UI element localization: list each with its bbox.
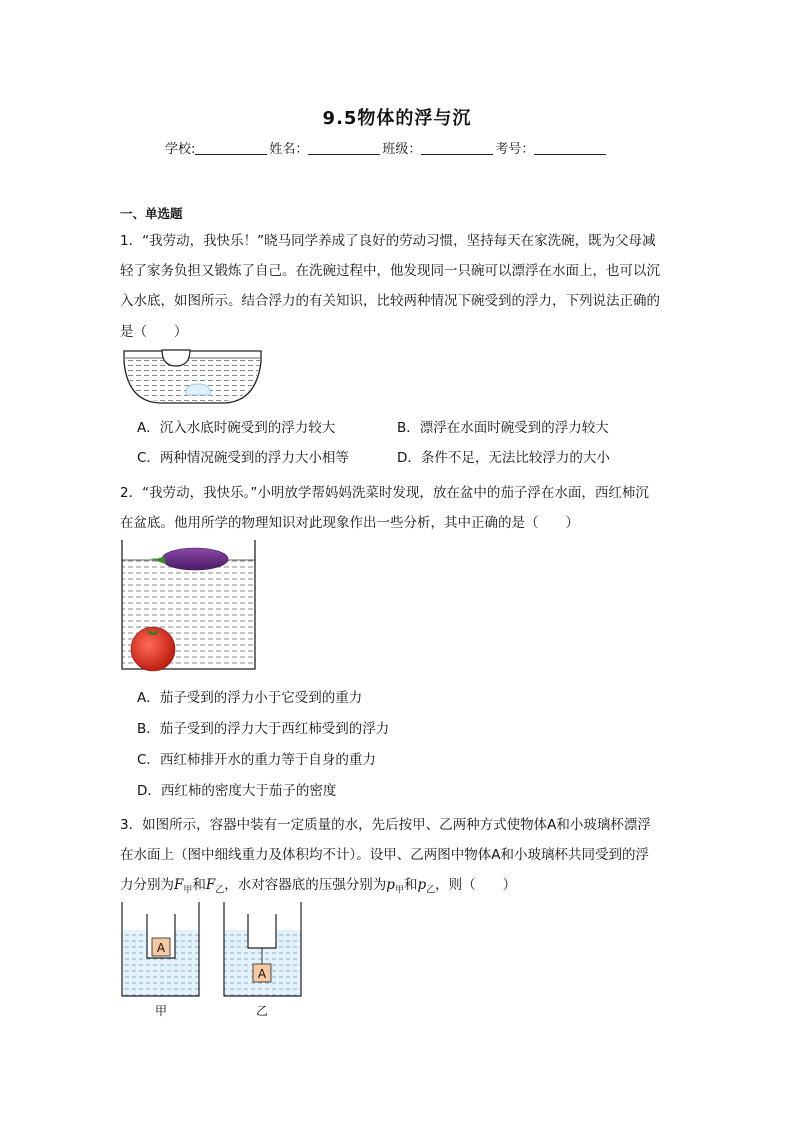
number-label: 考号： (495, 142, 535, 157)
q2-option-c[interactable]: C．西红柿排开水的重力等于自身的重力 (137, 752, 376, 768)
q1-line-4: 是（ ） (120, 324, 188, 340)
q3-f-yi: F (205, 877, 216, 893)
q2-line-1: 2．“我劳动，我快乐。”小明放学帮妈妈洗菜时发现，放在盆中的茄子浮在水面，西红柿沉 (120, 485, 649, 501)
q3-and-1: 和 (192, 877, 206, 893)
q3-f-jia-sub: 甲 (183, 885, 193, 896)
q2-option-d[interactable]: D．西红柿的密度大于茄子的密度 (137, 783, 337, 799)
class-blank[interactable] (421, 141, 493, 155)
q2-option-a[interactable]: A．茄子受到的浮力小于它受到的重力 (137, 690, 363, 706)
number-blank[interactable] (534, 141, 606, 155)
q3-f-yi-sub: 乙 (215, 885, 225, 896)
q3-caption-jia: 甲 (154, 1004, 168, 1018)
school-label: 学校: (165, 142, 196, 157)
q3-line-3 (120, 873, 516, 896)
q1-option-d[interactable]: D．条件不足，无法比较浮力的大小 (397, 450, 610, 466)
q3-line-2: 在水面上（图中细线重力及体积均不计）。设甲、乙两图中物体A和小玻璃杯共同受到的浮 (120, 847, 649, 863)
q3-line-3-start: 力分别为 (120, 877, 174, 893)
page-title: 9.5物体的浮与沉 (322, 108, 472, 129)
q3-p-yi-sub: 乙 (426, 885, 436, 896)
q3-containers-figure (118, 902, 308, 1022)
q3-p-jia: p (386, 877, 395, 893)
q2-basin-figure (120, 540, 258, 672)
q3-p-jia-sub: 甲 (394, 885, 404, 896)
name-label: 姓名： (269, 142, 309, 157)
q3-and-2: 和 (403, 877, 418, 893)
q1-option-a[interactable]: A．沉入水底时碗受到的浮力较大 (137, 420, 336, 436)
q1-line-2: 轻了家务负担又锻炼了自己。在洗碗过程中，他发现同一只碗可以漂浮在水面上，也可以沉 (120, 263, 660, 279)
q1-line-1: 1．“我劳动，我快乐！”晓马同学养成了良好的劳动习惯，坚持每天在家洗碗，既为父母减 (120, 233, 656, 249)
q2-option-b[interactable]: B．茄子受到的浮力大于西红柿受到的浮力 (137, 721, 390, 737)
student-info-line (165, 138, 608, 157)
q3-block-a-yi-label: A (257, 967, 267, 981)
q3-caption-yi: 乙 (255, 1004, 269, 1018)
q3-line-1: 3．如图所示，容器中装有一定质量的水，先后按甲、乙两种方式使物体A和小玻璃杯漂浮 (120, 817, 651, 833)
name-blank[interactable] (308, 141, 380, 155)
section-heading: 一、单选题 (120, 206, 183, 221)
q3-p-yi: p (417, 877, 427, 893)
q3-line-3-end: ，则（ ） (435, 877, 517, 893)
q3-block-a-jia-label: A (156, 941, 166, 955)
school-blank[interactable] (195, 141, 267, 155)
q1-option-b[interactable]: B．漂浮在水面时碗受到的浮力较大 (397, 420, 609, 436)
class-label: 班级： (382, 142, 422, 157)
q3-f-jia: F (174, 877, 184, 893)
q1-bowl-figure (120, 348, 265, 406)
q1-option-c[interactable]: C．两种情况碗受到的浮力大小相等 (137, 450, 349, 466)
q1-line-3: 入水底，如图所示。结合浮力的有关知识，比较两种情况下碗受到的浮力，下列说法正确的 (120, 293, 660, 309)
q3-line-3-middle: ，水对容器底的压强分别为 (224, 877, 387, 893)
q2-line-2: 在盆底。他用所学的物理知识对此现象作出一些分析，其中正确的是（ ） (120, 515, 579, 531)
